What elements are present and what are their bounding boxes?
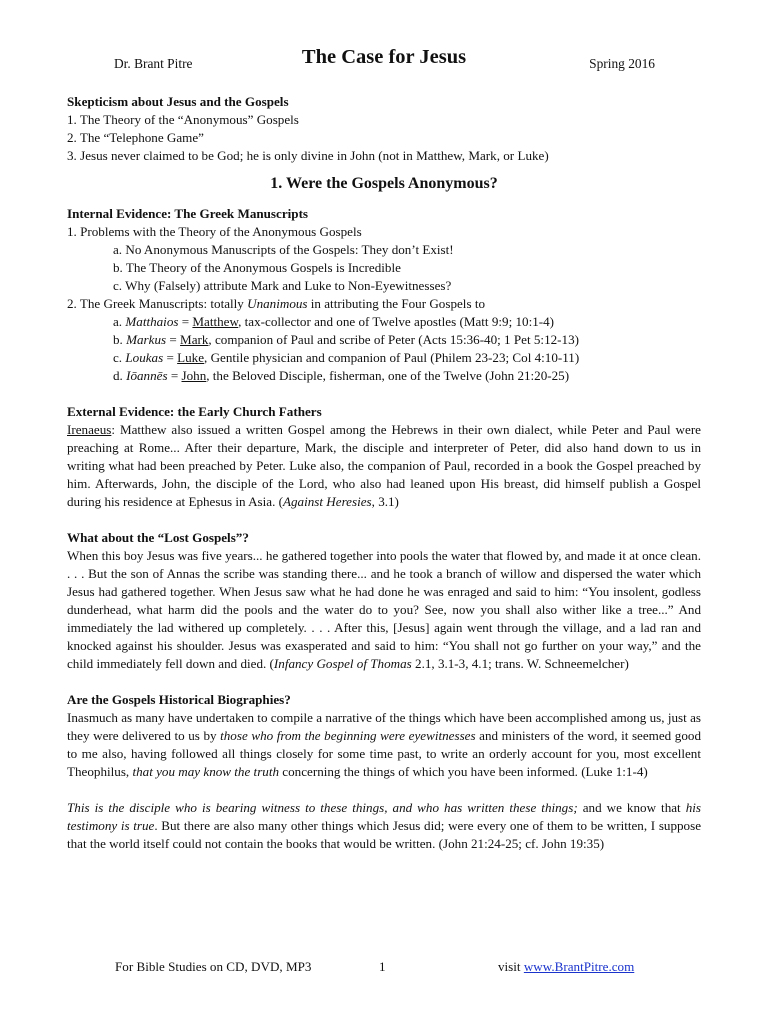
text-run: When this boy Jesus was five years... he gathered together into pools the water that flowed by, and made it at once clean. . . . But the son of Annas the scribe was standing there... and he took a branch of willow and dispersed the water which Jesus had gathered together. When Jesus saw what he had done he was enraged and said to him: “You insolent, godless dunderhead, what harm did the pools and the water do to you? See, now you shall also wither like a tree...” And immediately the lad withered up completely. . . . After this, [Jesus] again went through the village, and a lad ran and knocked against his shoulder. Jesus was exasperated and said to him: “You shall not go further on your way,” and the child immediately fell down and died. (	[67, 548, 701, 671]
gospel-name: Matthew	[192, 314, 239, 329]
text-run: visit	[498, 959, 524, 974]
gospel-name: John	[181, 368, 207, 383]
greek-name: Markus	[126, 332, 167, 347]
italic-run: Unanimous	[247, 296, 308, 311]
skepticism-item: 2. The “Telephone Game”	[67, 130, 204, 145]
text-run: , tax-collector and one of Twelve apostles (Matt 9:9; 10:1-4)	[238, 314, 555, 329]
skepticism-item: 3. Jesus never claimed to be God; he is only divine in John (not in Matthew, Mark, or Luke)	[67, 148, 549, 163]
citation-title: Against Heresies	[283, 494, 372, 509]
text-run: concerning the things of which you have been informed. (Luke 1:1-4)	[279, 764, 648, 779]
gospel-attribution	[67, 313, 701, 331]
italic-run: those who from the beginning were eyewitnesses	[220, 728, 476, 743]
internal-heading: Internal Evidence: The Greek Manuscripts	[67, 206, 309, 221]
list-item	[67, 295, 701, 313]
skepticism-item: 1. The Theory of the “Anonymous” Gospels	[67, 112, 299, 127]
text-run: in attributing the Four Gospels to	[307, 296, 485, 311]
text-run: =	[178, 314, 193, 329]
text-run: and we know that	[577, 800, 686, 815]
luke-quote	[67, 709, 701, 781]
lost-gospels-section	[67, 529, 701, 673]
text-run: , companion of Paul and scribe of Peter (Acts 15:36-40; 1 Pet 5:12-13)	[208, 332, 579, 347]
term-label: Spring 2016	[589, 56, 655, 71]
page-header	[67, 46, 701, 76]
gospel-attribution	[67, 331, 701, 349]
text-run: 2. The Greek Manuscripts: totally	[67, 296, 248, 311]
text-run: =	[163, 350, 178, 365]
external-heading: External Evidence: the Early Church Fathers	[67, 404, 322, 419]
text-run: =	[167, 368, 182, 383]
greek-name: Matthaios	[125, 314, 179, 329]
page-number: 1	[379, 959, 386, 974]
text-run: , 3.1)	[371, 494, 399, 509]
text-run: a.	[113, 314, 126, 329]
historical-section	[67, 691, 701, 853]
list-subitem: b. The Theory of the Anonymous Gospels is Incredible	[113, 260, 401, 275]
internal-evidence-section	[67, 205, 701, 385]
gospel-attribution	[67, 349, 701, 367]
text-run: and ministers of the word, it seemed good to me also, having followed all things closely for some time past, to write an orderly account for you, most excellent Theophilus,	[67, 728, 701, 779]
italic-run: This is the disciple who is bearing witness to these things, and who has written these things;	[67, 800, 578, 815]
skepticism-heading: Skepticism about Jesus and the Gospels	[67, 94, 289, 109]
italic-run: that you may know the truth	[132, 764, 280, 779]
skepticism-section	[67, 93, 701, 165]
list-subitem: c. Why (Falsely) attribute Mark and Luke to Non-Eyewitnesses?	[113, 278, 452, 293]
irenaeus-quote	[67, 421, 701, 511]
italic-run: his testimony is true	[67, 800, 701, 833]
text-run: , Gentile physician and companion of Paul (Philem 23-23; Col 4:10-11)	[204, 350, 580, 365]
text-run: =	[166, 332, 181, 347]
text-run: : Matthew also issued a written Gospel among the Hebrews in their own dialect, while Peter and Paul were preaching at Rome... After their departure, Mark, the disciple and interpreter of Peter, did also hand down to us in writing what had been preached by Peter. Luke also, the companion of Paul, recorded in a book the Gospel preached by him. Afterwards, John, the disciple of the Lord, who also had leaned upon His breast, did himself publish a Gospel during his residence at Ephesus in Asia. (	[67, 422, 701, 509]
author-name: Dr. Brant Pitre	[114, 56, 193, 71]
text-run: Inasmuch as many have undertaken to compile a narrative of the things which have been accomplished among us, just as they were delivered to us by	[67, 710, 701, 743]
document-page	[67, 46, 701, 853]
list-item: 1. Problems with the Theory of the Anonymous Gospels	[67, 224, 362, 239]
lost-gospels-heading: What about the “Lost Gospels”?	[67, 530, 249, 545]
historical-heading: Are the Gospels Historical Biographies?	[67, 692, 291, 707]
section-title: 1. Were the Gospels Anonymous?	[270, 175, 498, 192]
text-run: 2.1, 3.1-3, 4.1; trans. W. Schneemelcher)	[411, 656, 629, 671]
greek-name: Iōannēs	[126, 368, 168, 383]
text-run: c.	[113, 350, 126, 365]
list-subitem: a. No Anonymous Manuscripts of the Gospels: They don’t Exist!	[113, 242, 454, 257]
gospel-attribution	[67, 367, 701, 385]
external-evidence-section	[67, 403, 701, 511]
gospel-name: Mark	[180, 332, 209, 347]
text-run: . But there are also many other things which Jesus did; were every one of them to be written, I suppose that the world itself could not contain the books that would be written. (John 21:24-25; cf. John 19:35)	[67, 818, 702, 851]
footer-text: For Bible Studies on CD, DVD, MP3	[115, 959, 312, 974]
greek-name: Loukas	[125, 350, 164, 365]
page-title: The Case for Jesus	[301, 46, 467, 68]
footer-visit	[498, 958, 634, 976]
website-link[interactable]: www.BrantPitre.com	[523, 959, 635, 974]
speaker-name: Irenaeus	[67, 422, 112, 437]
text-run: d.	[113, 368, 127, 383]
text-run: b.	[113, 332, 127, 347]
gospel-name: Luke	[177, 350, 205, 365]
citation-title: Infancy Gospel of Thomas	[273, 656, 412, 671]
text-run: , the Beloved Disciple, fisherman, one of the Twelve (John 21:20-25)	[206, 368, 570, 383]
john-quote	[67, 799, 701, 853]
thomas-quote	[67, 547, 701, 673]
